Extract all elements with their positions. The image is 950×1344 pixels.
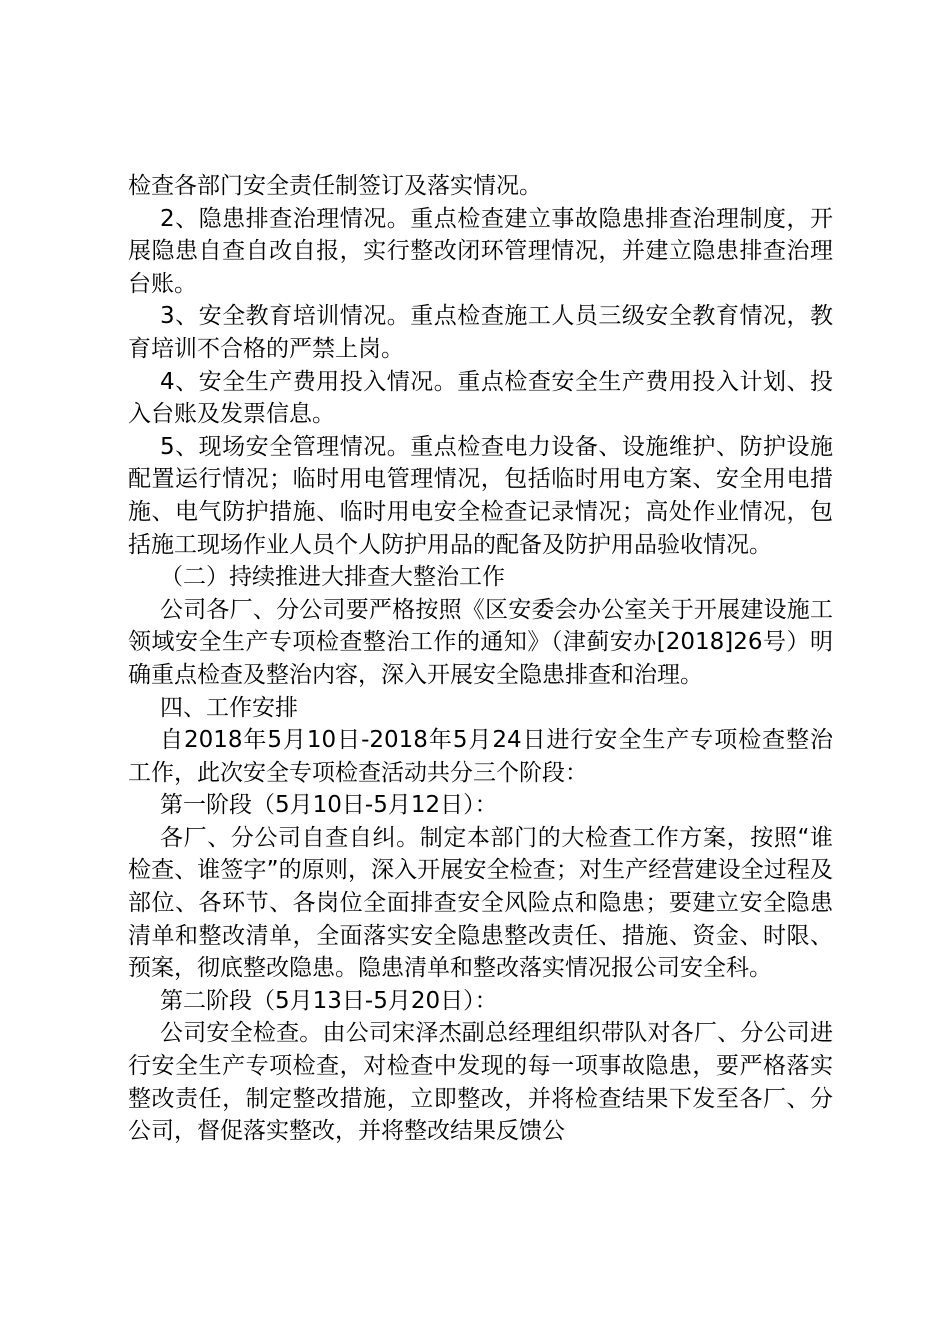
paragraph-responsibility-check: 检查各部门安全责任制签订及落实情况。 bbox=[128, 173, 542, 199]
stage-two-heading: 第二阶段（5月13日-5月20日）： bbox=[160, 987, 498, 1014]
paragraph-hazard-investigation: 2、隐患排查治理情况。重点检查建立事故隐患排查治理制度，开展隐患自查自改自报，实行整改闭环管理情况，并建立隐患排查治理台账。 bbox=[128, 205, 833, 297]
paragraph-stage-one: 各厂、分公司自查自纠。制定本部门的大检查工作方案，按照“谁检查、谁签字”的原则，深入开展安全检查；对生产经营建设全过程及部位、各环节、各岗位全面排查安全风险点和隐患；要建立安全隐患清单和整改清单，全面落实安全隐患整改责任、措施、资金、时限、预案，彻底整改隐患。隐患清单和整改落实情况报公司安全科。 bbox=[128, 824, 833, 982]
paragraph-safety-training: 3、安全教育培训情况。重点检查施工人员三级安全教育情况，教育培训不合格的严禁上岗。 bbox=[128, 303, 833, 362]
paragraph-branch-requirements: 公司各厂、分公司要严格按照《区安委会办公室关于开展建设施工领域安全生产专项检查整治工作的通知》（津蓟安办[2018]26号）明确重点检查及整治内容，深入开展安全隐患排查和治理。 bbox=[128, 596, 833, 688]
paragraph-safety-costs: 4、安全生产费用投入情况。重点检查安全生产费用投入计划、投入台账及发票信息。 bbox=[128, 368, 833, 428]
paragraph-site-management: 5、现场安全管理情况。重点检查电力设备、设施维护、防护设施配置运行情况；临时用电管理情况，包括临时用电方案、安全用电措施、电气防护措施、临时用电安全检查记录情况；高处作业情况，包括施工现场作业人员个人防护用品的配备及防护用品验收情况。 bbox=[128, 433, 833, 558]
document-body bbox=[128, 170, 833, 1148]
section-heading-continuous-rectification: （二）持续推进大排查大整治工作 bbox=[160, 564, 505, 591]
section-heading-work-arrangement: 四、工作安排 bbox=[160, 694, 298, 721]
paragraph-schedule-overview: 自2018年5月10日-2018年5月24日进行安全生产专项检查整治工作，此次安全专项检查活动共分三个阶段： bbox=[128, 727, 833, 786]
stage-one-heading: 第一阶段（5月10日-5月12日）： bbox=[160, 792, 498, 819]
paragraph-stage-two: 公司安全检查。由公司宋泽杰副总经理组织带队对各厂、分公司进行安全生产专项检查，对检查中发现的每一项事故隐患，要严格落实整改责任，制定整改措施，立即整改，并将检查结果下发至各厂、分公司，督促落实整改，并将整改结果反馈公 bbox=[128, 1020, 833, 1145]
